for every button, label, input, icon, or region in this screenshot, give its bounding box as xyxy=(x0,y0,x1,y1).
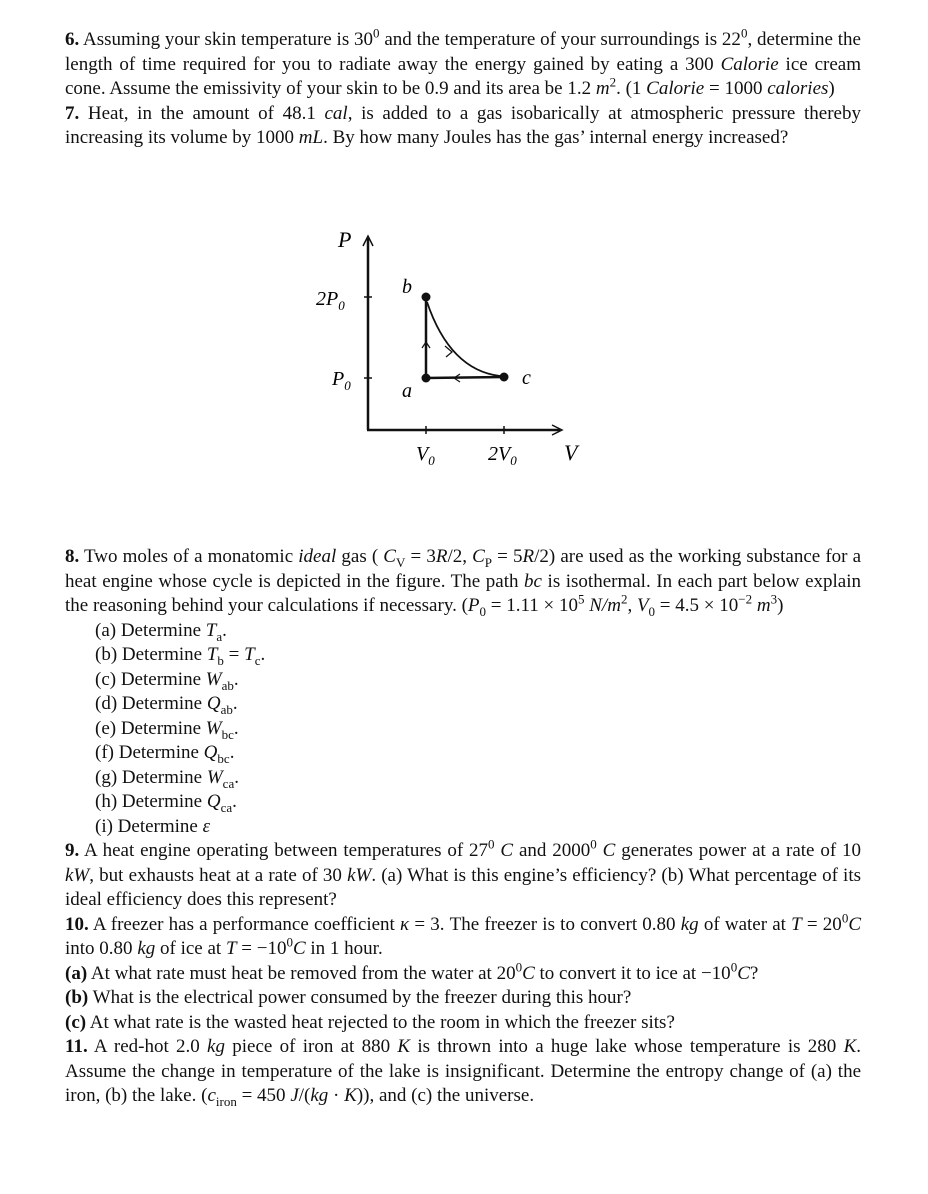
text-segment: Two moles of a monatomic xyxy=(79,546,299,567)
text-segment: Q xyxy=(203,742,218,763)
text-segment: (h) Determine xyxy=(95,791,207,812)
problem-10c xyxy=(65,1011,861,1036)
text-segment: J xyxy=(290,1085,299,1106)
text-segment: c xyxy=(207,1085,216,1106)
text-segment: . xyxy=(233,668,239,690)
text-segment: ? xyxy=(749,962,759,984)
text-segment: is thrown into a huge lake whose temperature is 280 xyxy=(410,1036,844,1057)
text-segment: = 4.5 × 10 xyxy=(655,595,739,616)
text-segment: . (1 xyxy=(616,78,647,99)
text-segment: ) xyxy=(828,78,835,99)
problem-10b xyxy=(65,986,861,1011)
text-segment: ideal xyxy=(298,546,337,567)
text-segment: K xyxy=(344,1085,357,1106)
v-axis-label: V xyxy=(564,440,578,465)
text-segment: κ xyxy=(400,913,410,935)
point-c-label: c xyxy=(522,367,531,389)
text-segment: C xyxy=(500,840,514,861)
text-segment: generates power at a rate of 10 xyxy=(615,840,862,861)
text-segment: (e) Determine xyxy=(95,717,206,739)
text-segment: . (a) What is this engine’s efficiency? (b) What percentage of its ideal efficiency does this represent? xyxy=(65,864,861,910)
text-segment: 2 xyxy=(609,74,617,90)
text-segment: 0 xyxy=(648,603,656,619)
text-segment: (g) Determine xyxy=(95,766,207,788)
text-segment: . By how many Joules has the gas’ internal energy increased? xyxy=(323,127,789,148)
text-segment: = xyxy=(223,644,245,665)
text-segment: C xyxy=(292,938,306,959)
text-segment: , but exhausts heat at a rate of 30 xyxy=(89,864,348,886)
text-segment: = 1.11 × 10 xyxy=(486,595,578,616)
text-segment: C xyxy=(472,546,485,567)
text-segment: At what rate must heat be removed from the water at 20 xyxy=(87,962,516,984)
text-segment: W xyxy=(206,766,223,788)
text-segment: cal xyxy=(324,102,348,124)
text-segment: ca xyxy=(220,799,233,815)
text-segment: calories xyxy=(767,78,829,99)
text-segment: P xyxy=(484,554,493,570)
text-segment: bc xyxy=(524,570,542,592)
part-8g xyxy=(65,766,861,791)
text-segment: is isothermal. In each part below explain the reasoning behind your calculations if necessary. ( xyxy=(65,570,861,616)
text-segment: = −10 xyxy=(236,938,287,959)
problem-7 xyxy=(65,102,861,151)
text-segment: = 3 xyxy=(405,546,436,567)
text-segment: T xyxy=(205,619,217,641)
text-segment: . xyxy=(233,717,239,739)
text-segment: 7. xyxy=(65,102,80,124)
text-segment: m xyxy=(756,595,771,616)
text-segment: 0 xyxy=(479,603,487,619)
text-segment: bc xyxy=(217,750,230,766)
text-segment: T xyxy=(225,938,237,959)
text-segment: and the temperature of your surroundings is 22 xyxy=(379,29,741,50)
text-segment: /2, xyxy=(447,546,473,567)
text-segment: 0 xyxy=(730,959,738,975)
text-segment: C xyxy=(737,962,750,984)
tick-label-v0: $V_0$ xyxy=(416,443,435,468)
text-segment: kW xyxy=(347,864,372,886)
text-segment: = 1000 xyxy=(704,78,768,99)
text-segment: A freezer has a performance coefficient xyxy=(88,913,401,935)
text-segment: = 450 xyxy=(236,1085,291,1106)
text-segment: = 20 xyxy=(801,913,842,935)
text-segment: (b) Determine xyxy=(95,644,207,665)
text-segment: kg xyxy=(310,1085,329,1106)
text-segment: N/m xyxy=(589,595,621,616)
point-a-label: a xyxy=(402,380,412,402)
text-segment: (c) xyxy=(65,1011,87,1033)
text-segment: K xyxy=(397,1036,411,1057)
text-segment: Heat, in the amount of 48.1 xyxy=(79,102,325,124)
text-segment: P xyxy=(467,595,480,616)
text-segment: Calorie xyxy=(646,78,705,99)
text-segment: piece of iron at 880 xyxy=(224,1036,398,1057)
text-segment: At what rate is the wasted heat rejected to the room in which the freezer sits? xyxy=(86,1011,675,1033)
text-segment: ε xyxy=(202,815,211,837)
pv-diagram xyxy=(300,220,600,480)
text-segment: C xyxy=(602,840,616,861)
path-ca xyxy=(426,377,504,378)
text-segment: 3 xyxy=(770,591,778,607)
text-segment: 2 xyxy=(620,591,628,607)
text-segment: , xyxy=(627,595,637,616)
text-segment: m xyxy=(595,78,610,99)
text-segment: 0 xyxy=(488,836,495,852)
text-segment: C xyxy=(848,913,861,935)
text-segment: 11. xyxy=(65,1036,88,1057)
problems-8-11 xyxy=(65,545,861,1109)
text-segment: 0 xyxy=(740,25,748,41)
text-segment: /2) are used as the working substance for a heat engine whose cycle is depicted in the figure. The path xyxy=(65,546,862,592)
text-segment: = 3. The freezer is to convert 0.80 xyxy=(409,913,681,935)
text-segment: . xyxy=(260,644,266,665)
text-segment: C xyxy=(522,962,535,984)
text-segment: C xyxy=(383,546,396,567)
text-segment: . xyxy=(232,693,238,714)
p-axis-label: P xyxy=(338,227,352,252)
text-segment: . xyxy=(229,742,235,763)
text-segment: ab xyxy=(220,701,233,717)
text-segment: ca xyxy=(222,775,235,791)
point-b-label: b xyxy=(402,276,412,298)
problem-10a xyxy=(65,959,861,987)
text-segment: in 1 hour. xyxy=(305,938,383,959)
text-segment: of ice at xyxy=(155,938,226,959)
text-segment: kW xyxy=(65,864,90,886)
problem-8 xyxy=(65,545,861,619)
text-segment: Assuming your skin temperature is 30 xyxy=(79,29,374,50)
text-segment: bc xyxy=(221,726,234,742)
text-segment: , is added to a gas isobarically at atmospheric pressure thereby increasing its volume by 1000 xyxy=(65,102,861,148)
problem-10 xyxy=(65,910,861,962)
text-segment: W xyxy=(205,717,222,739)
text-segment: into 0.80 xyxy=(65,938,138,959)
tick-label-p0: $P_0$ xyxy=(332,368,351,393)
text-segment: kg xyxy=(207,1036,225,1057)
point-c xyxy=(500,373,509,382)
text-segment: (a) xyxy=(65,962,88,984)
text-segment: T xyxy=(791,913,802,935)
text-segment: 0 xyxy=(286,934,293,950)
text-segment: T xyxy=(206,644,218,665)
text-segment: gas ( xyxy=(336,546,384,567)
text-segment: T xyxy=(244,644,255,665)
problem-9 xyxy=(65,836,862,913)
part-8c xyxy=(65,668,861,693)
text-segment: 10. xyxy=(65,913,89,935)
part-8f xyxy=(65,741,861,766)
text-segment: 0 xyxy=(590,836,597,852)
text-segment: (d) Determine xyxy=(95,693,207,714)
text-segment: R xyxy=(435,546,448,567)
text-segment: . xyxy=(222,619,227,641)
problem-11 xyxy=(65,1035,861,1109)
tick-label-2p0: $2P_0$ xyxy=(316,288,345,313)
problem-6 xyxy=(65,25,861,102)
text-segment: c xyxy=(254,652,261,668)
text-segment: b xyxy=(217,652,224,668)
text-segment: , determine the length of time required for you to radiate away the energy gained by eating a 300 xyxy=(65,29,861,75)
text-segment: /( xyxy=(298,1085,311,1106)
part-8b xyxy=(65,643,861,668)
text-segment: W xyxy=(205,668,222,690)
text-segment: kg xyxy=(680,913,699,935)
text-segment: = 5 xyxy=(492,546,523,567)
text-segment: a xyxy=(216,628,223,644)
text-segment: (b) xyxy=(65,987,89,1008)
text-segment: · xyxy=(328,1085,345,1106)
text-segment: Q xyxy=(206,791,221,812)
text-segment: . Assume the change in temperature of the lake is insignificant. Determine the entropy change of (a) the iron, (b) the lake. ( xyxy=(65,1036,862,1106)
text-segment: kg xyxy=(137,938,156,959)
text-segment: Q xyxy=(206,693,221,714)
text-segment: 0 xyxy=(841,910,849,926)
text-segment: −2 xyxy=(738,591,753,607)
text-segment: (f) Determine xyxy=(95,742,204,763)
text-segment: ab xyxy=(221,677,234,693)
point-b xyxy=(422,293,431,302)
text-segment: . xyxy=(232,791,237,812)
path-bc-isotherm xyxy=(427,302,500,376)
text-segment: and 2000 xyxy=(513,840,591,861)
text-segment: 6. xyxy=(65,29,80,50)
problems-6-7 xyxy=(65,25,861,151)
text-segment: (c) Determine xyxy=(95,668,206,690)
text-segment: mL xyxy=(298,127,324,148)
part-8e xyxy=(65,717,861,742)
part-8i xyxy=(65,815,861,840)
text-segment: . xyxy=(234,766,239,788)
text-segment: ) xyxy=(777,595,784,616)
text-segment: V xyxy=(395,554,406,570)
text-segment: Calorie xyxy=(720,53,779,75)
text-segment: 8. xyxy=(65,546,80,567)
text-segment: 0 xyxy=(373,25,380,41)
point-a xyxy=(422,374,431,383)
part-8d xyxy=(65,692,861,717)
text-segment: K xyxy=(843,1036,857,1057)
text-segment: (a) Determine xyxy=(95,619,206,641)
part-8a xyxy=(65,619,861,644)
text-segment: A red-hot 2.0 xyxy=(87,1036,208,1057)
part-8h xyxy=(65,790,861,815)
text-segment: )), and (c) the universe. xyxy=(356,1085,535,1106)
text-segment: 5 xyxy=(578,591,585,607)
text-segment: A heat engine operating between temperatures of 27 xyxy=(79,840,489,861)
text-segment: 0 xyxy=(515,959,523,975)
text-segment: to convert it to ice at −10 xyxy=(534,962,731,984)
text-segment: ice cream cone. Assume the emissivity of your skin to be 0.9 and its area be 1.2 xyxy=(65,53,861,99)
text-segment: iron xyxy=(215,1093,237,1109)
text-segment: V xyxy=(636,595,649,616)
tick-label-2v0: $2V_0$ xyxy=(488,443,517,468)
text-segment: (i) Determine xyxy=(95,815,203,837)
text-segment: R xyxy=(522,546,535,567)
text-segment: What is the electrical power consumed by the freezer during this hour? xyxy=(88,987,632,1008)
text-segment: of water at xyxy=(698,913,792,935)
text-segment: 9. xyxy=(65,840,80,861)
